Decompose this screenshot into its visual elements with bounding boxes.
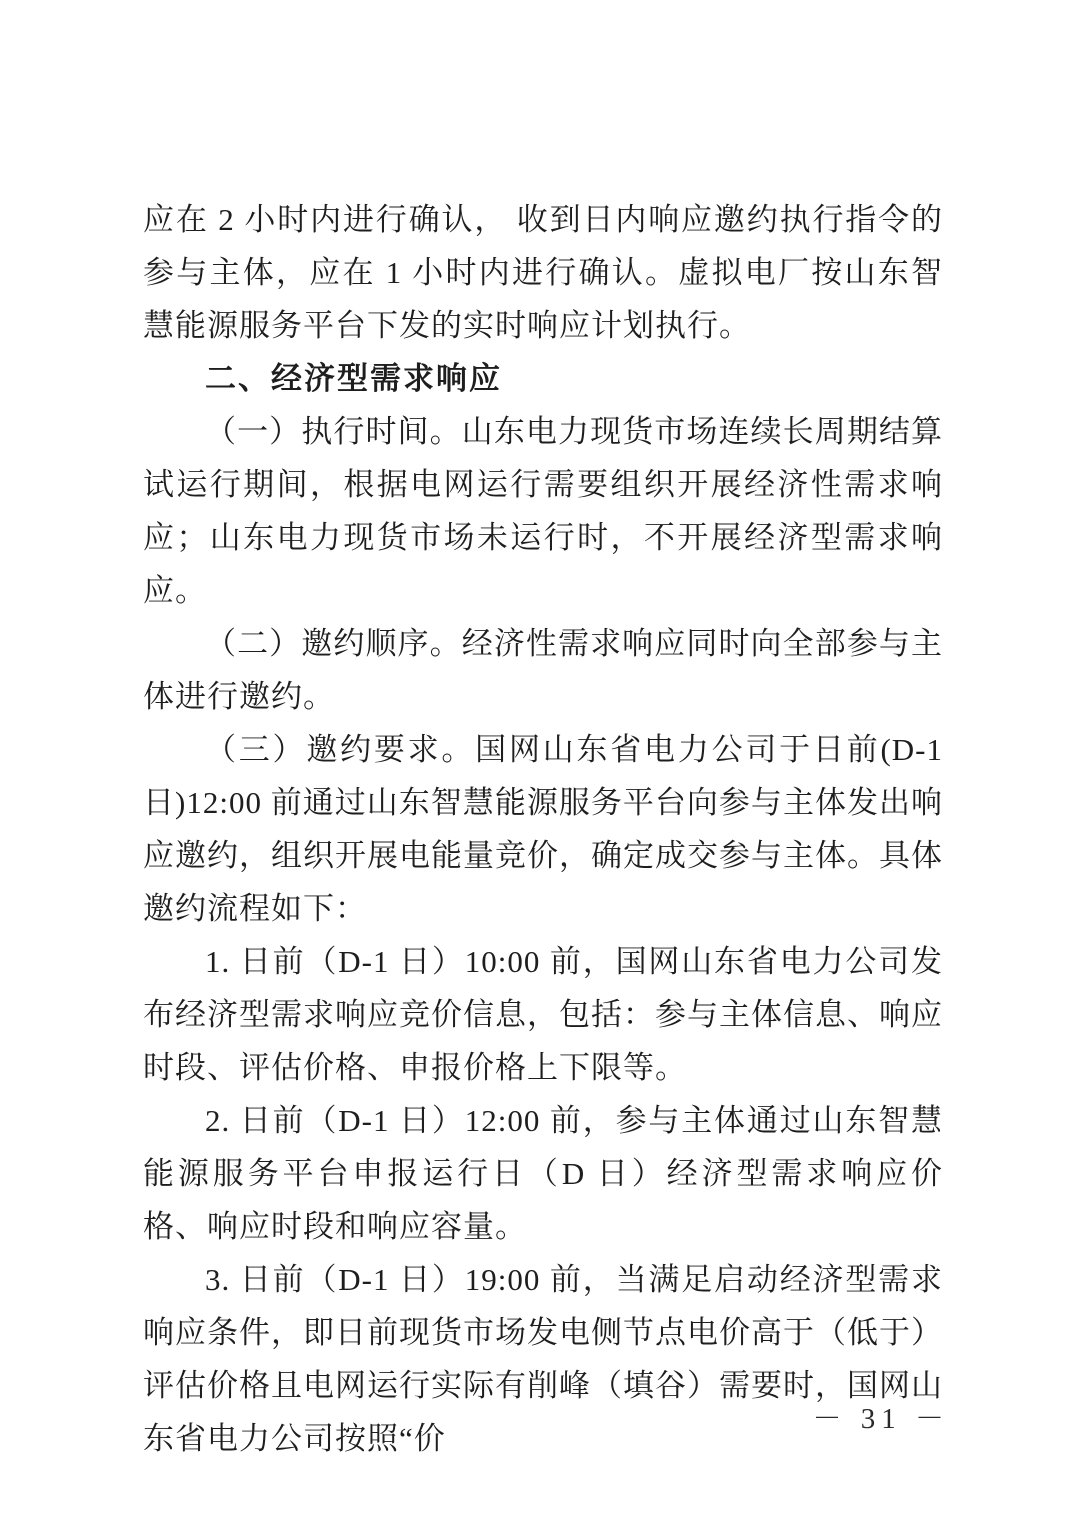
- paragraph-step-1-publish-bidding-info: 1. 日前（D-1 日）10:00 前，国网山东省电力公司发布经济型需求响应竞价信息，包括：参与主体信息、响应时段、评估价格、申报价格上下限等。: [143, 944, 943, 1085]
- page-number: － 31 －: [812, 1403, 950, 1435]
- paragraph-item-two-invitation-order: （二）邀约顺序。经济性需求响应同时向全部参与主体进行邀约。: [143, 626, 943, 714]
- paragraph-continuation: 应在 2 小时内进行确认， 收到日内响应邀约执行指令的参与主体，应在 1 小时内进行确认。虚拟电厂按山东智慧能源服务平台下发的实时响应计划执行。: [143, 202, 943, 343]
- paragraph-step-3-trigger-conditions: 3. 日前（D-1 日）19:00 前，当满足启动经济型需求响应条件，即日前现货市场发电侧节点电价高于（低于）评估价格且电网运行实际有削峰（填谷）需要时，国网山东省电力公司按照“价: [143, 1262, 943, 1456]
- paragraph-step-2-declare-response: 2. 日前（D-1 日）12:00 前，参与主体通过山东智慧能源服务平台申报运行日（D 日）经济型需求响应价格、响应时段和响应容量。: [143, 1103, 943, 1244]
- paragraph-item-three-invitation-requirements: （三）邀约要求。国网山东省电力公司于日前(D-1 日)12:00 前通过山东智慧能源服务平台向参与主体发出响应邀约，组织开展电能量竞价，确定成交参与主体。具体邀约流程如下：: [143, 732, 943, 926]
- paragraph-item-one-execution-time: （一）执行时间。山东电力现货市场连续长周期结算试运行期间，根据电网运行需要组织开展经济性需求响应；山东电力现货市场未运行时，不开展经济型需求响应。: [143, 414, 943, 608]
- section-heading-economic-demand-response: 二、经济型需求响应: [205, 361, 502, 396]
- document-body: [143, 193, 943, 1465]
